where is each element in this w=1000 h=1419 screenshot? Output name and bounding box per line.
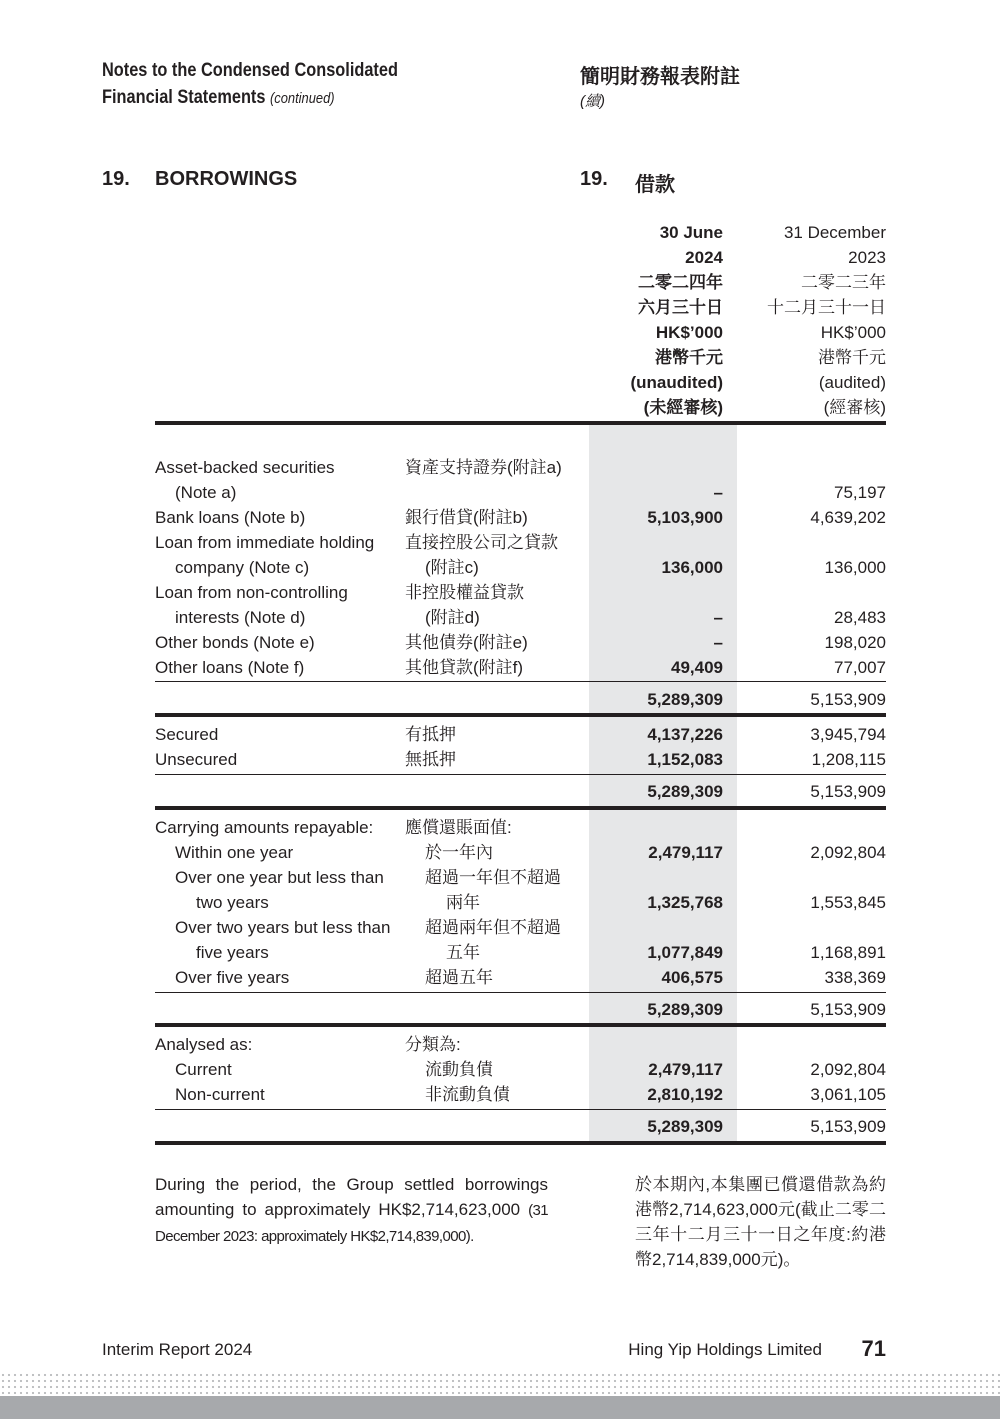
value-prior: 198,020 xyxy=(824,633,886,652)
header-title-en-text: Financial Statements xyxy=(102,87,266,108)
col-current-line: 港幣千元 xyxy=(655,348,723,367)
table-row xyxy=(0,480,1000,505)
row-label-zh: 超過一年但不超過 xyxy=(425,868,561,887)
total-prior: 5,153,909 xyxy=(810,690,886,709)
total-rule xyxy=(155,713,886,717)
col-prior-line: (audited) xyxy=(818,373,886,392)
value-current: 1,077,849 xyxy=(647,943,723,962)
row-label-en: Analysed as: xyxy=(155,1035,253,1054)
col-prior-line: 港幣千元 xyxy=(818,348,886,367)
value-prior: 136,000 xyxy=(824,558,886,577)
value-prior: 338,369 xyxy=(824,968,886,987)
subtotal-rule xyxy=(155,992,886,993)
table-row xyxy=(0,940,1000,965)
subtotal-rule xyxy=(155,681,886,682)
row-label-zh: 五年 xyxy=(446,943,480,962)
row-label-en: Secured xyxy=(155,725,219,744)
total-rule xyxy=(155,1141,886,1145)
footer-dot-pattern xyxy=(0,1372,1000,1396)
row-label-en: Over one year but less than xyxy=(175,868,384,887)
header-continued-zh: (續) xyxy=(580,93,605,110)
section-number-zh: 19. xyxy=(580,168,608,190)
footer-band xyxy=(0,1396,1000,1419)
row-label-zh: 其他債券(附註e) xyxy=(405,633,528,652)
table-row xyxy=(0,747,1000,772)
col-current-line: 30 June xyxy=(659,223,723,242)
value-current: 1,152,083 xyxy=(647,750,723,769)
value-prior: 3,061,105 xyxy=(810,1085,886,1104)
row-label-en: Unsecured xyxy=(155,750,238,769)
table-row xyxy=(0,915,1000,940)
col-prior-line: 2023 xyxy=(848,248,886,267)
row-label-en: Within one year xyxy=(175,843,294,862)
row-label-zh: 流動負債 xyxy=(425,1060,493,1079)
value-current: 2,479,117 xyxy=(648,1060,723,1079)
row-label-zh: 有抵押 xyxy=(405,725,456,744)
value-prior: 3,945,794 xyxy=(810,725,886,744)
note-text-en-small: (31 December 2023: approximately HK$2,714,839,000). xyxy=(155,1202,548,1245)
total-current: 5,289,309 xyxy=(647,782,723,801)
value-current: 2,479,117 xyxy=(648,843,723,862)
value-prior: 75,197 xyxy=(834,483,886,502)
table-row xyxy=(0,1082,1000,1107)
table-row xyxy=(0,530,1000,555)
col-current-line: 二零二四年 xyxy=(638,273,723,292)
row-label-en: Non-current xyxy=(175,1085,265,1104)
table-row xyxy=(0,1032,1000,1057)
col-prior-line: 二零二三年 xyxy=(801,273,886,292)
row-label-zh: 分類為: xyxy=(405,1035,461,1054)
row-label-en: Carrying amounts repayable: xyxy=(155,818,374,837)
table-row xyxy=(0,890,1000,915)
table-row xyxy=(0,722,1000,747)
row-label-en: Loan from non-controlling xyxy=(155,583,348,602)
total-row xyxy=(0,687,1000,712)
row-label-en: two years xyxy=(196,893,269,912)
table-row xyxy=(0,965,1000,990)
subtotal-rule xyxy=(155,774,886,775)
row-label-zh: 銀行借貸(附註b) xyxy=(405,508,528,527)
row-label-zh: 於一年內 xyxy=(425,843,493,862)
table-row xyxy=(0,455,1000,480)
row-label-zh: 非控股權益貸款 xyxy=(405,583,524,602)
total-row xyxy=(0,997,1000,1022)
value-prior: 2,092,804 xyxy=(810,843,886,862)
column-header-current xyxy=(630,220,723,420)
value-prior: 28,483 xyxy=(834,608,886,627)
row-label-en: Over two years but less than xyxy=(175,918,391,937)
row-label-zh: 非流動負債 xyxy=(425,1085,510,1104)
row-label-en: Asset-backed securities xyxy=(155,458,335,477)
footer-company-name: Hing Yip Holdings Limited xyxy=(628,1340,822,1359)
row-label-zh: 其他貸款(附註f) xyxy=(405,658,524,677)
section-number-en: 19. xyxy=(102,168,130,190)
row-label-zh: (附註c) xyxy=(425,558,479,577)
table-row xyxy=(0,630,1000,655)
row-label-en: interests (Note d) xyxy=(175,608,306,627)
row-label-en: Over five years xyxy=(175,968,290,987)
table-row xyxy=(0,605,1000,630)
table-row xyxy=(0,1057,1000,1082)
value-prior: 1,553,845 xyxy=(810,893,886,912)
col-current-line: (unaudited) xyxy=(630,373,723,392)
total-prior: 5,153,909 xyxy=(810,782,886,801)
row-label-en: (Note a) xyxy=(175,483,237,502)
total-prior: 5,153,909 xyxy=(810,1000,886,1019)
col-prior-line: (經審核) xyxy=(823,398,886,417)
row-label-en: five years xyxy=(196,943,269,962)
section-title-en: BORROWINGS xyxy=(155,168,298,190)
table-row xyxy=(0,580,1000,605)
header-continued-en: (continued) xyxy=(269,90,335,107)
value-current: 406,575 xyxy=(661,968,723,987)
header-title-zh: 簡明財務報表附註 xyxy=(580,66,740,88)
value-current: – xyxy=(713,608,723,627)
value-current: 4,137,226 xyxy=(647,725,723,744)
table-row xyxy=(0,655,1000,680)
row-label-en: Other bonds (Note e) xyxy=(155,633,315,652)
col-current-line: 2024 xyxy=(685,248,723,267)
row-label-en: Other loans (Note f) xyxy=(155,658,305,677)
total-current: 5,289,309 xyxy=(647,1117,723,1136)
value-prior: 77,007 xyxy=(834,658,886,677)
row-label-zh: 直接控股公司之貸款 xyxy=(405,533,558,552)
col-current-line: 六月三十日 xyxy=(638,298,723,317)
note-paragraph-en xyxy=(155,1172,548,1249)
row-label-zh: 資產支持證券(附註a) xyxy=(405,458,562,477)
row-label-zh: 兩年 xyxy=(446,893,480,912)
row-label-en: Bank loans (Note b) xyxy=(155,508,306,527)
value-current: – xyxy=(713,633,723,652)
total-rule xyxy=(155,806,886,810)
value-prior: 1,208,115 xyxy=(811,750,886,769)
col-prior-line: HK$’000 xyxy=(820,323,886,342)
row-label-zh: 無抵押 xyxy=(405,750,456,769)
col-current-line: HK$’000 xyxy=(655,323,723,342)
col-current-line: (未經審核) xyxy=(643,398,723,417)
row-label-zh: 超過五年 xyxy=(425,968,493,987)
row-label-zh: (附註d) xyxy=(425,608,480,627)
value-current: 136,000 xyxy=(661,558,723,577)
value-prior: 2,092,804 xyxy=(810,1060,886,1079)
value-current: – xyxy=(713,483,723,502)
value-prior: 1,168,891 xyxy=(810,943,886,962)
header-title-en-line1: Notes to the Condensed Consolidated xyxy=(102,60,398,81)
total-row xyxy=(0,779,1000,804)
value-current: 49,409 xyxy=(671,658,723,677)
row-label-zh: 超過兩年但不超過 xyxy=(425,918,561,937)
table-row xyxy=(0,815,1000,840)
row-label-en: Current xyxy=(175,1060,232,1079)
value-current: 2,810,192 xyxy=(647,1085,723,1104)
table-row xyxy=(0,865,1000,890)
row-label-en: Loan from immediate holding xyxy=(155,533,375,552)
row-label-en: company (Note c) xyxy=(175,558,310,577)
total-rule xyxy=(155,1023,886,1027)
total-prior: 5,153,909 xyxy=(810,1117,886,1136)
total-current: 5,289,309 xyxy=(647,1000,723,1019)
row-label-zh: 應償還賬面值: xyxy=(405,818,512,837)
note-text-en: During the period, the Group settled borrowings amounting to approximately HK$2,714,623,000 xyxy=(155,1175,548,1219)
header-rule xyxy=(155,421,886,425)
col-prior-line: 31 December xyxy=(783,223,886,242)
total-row xyxy=(0,1114,1000,1139)
total-current: 5,289,309 xyxy=(647,690,723,709)
value-prior: 4,639,202 xyxy=(810,508,886,527)
column-header-prior xyxy=(767,220,886,420)
table-row xyxy=(0,555,1000,580)
table-row xyxy=(0,840,1000,865)
subtotal-rule xyxy=(155,1109,886,1110)
value-current: 1,325,768 xyxy=(647,893,723,912)
table-row xyxy=(0,505,1000,530)
value-current: 5,103,900 xyxy=(647,508,723,527)
header-title-en-line2 xyxy=(102,87,335,109)
note-paragraph-zh: 於本期內,本集團已償還借款為約港幣2,714,623,000元(截止二零二三年十二月三十一日之年度:約港幣2,714,839,000元)。 xyxy=(635,1175,886,1269)
col-prior-line: 十二月三十一日 xyxy=(767,298,886,317)
page-number: 71 xyxy=(861,1336,886,1361)
section-title-zh: 借款 xyxy=(635,174,675,196)
footer-report-title: Interim Report 2024 xyxy=(102,1340,253,1359)
